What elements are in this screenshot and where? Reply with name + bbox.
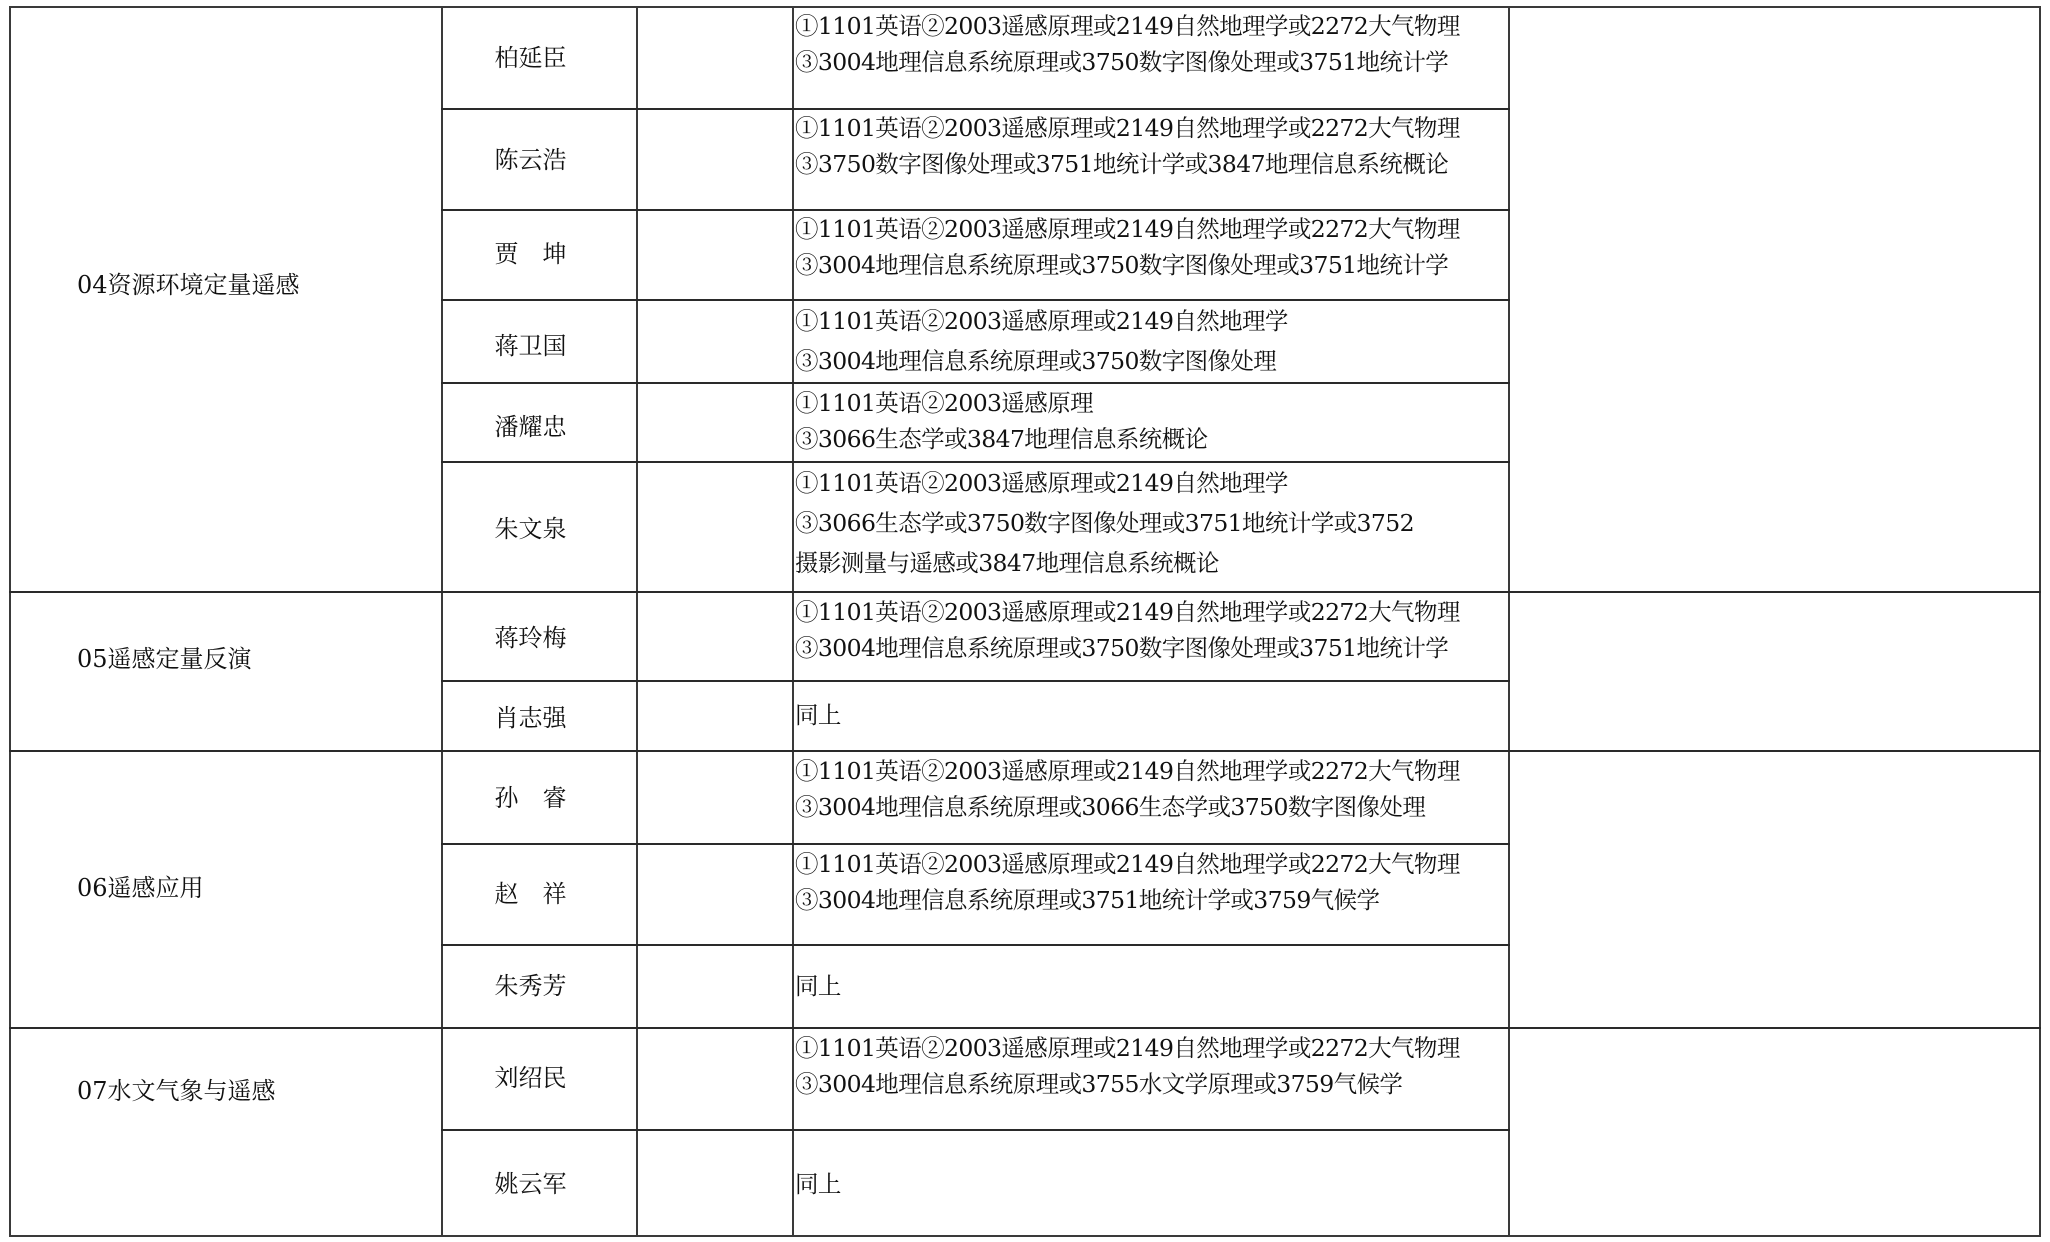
direction-label-06: 06遥感应用 (77, 874, 204, 902)
exam-subjects (795, 463, 1510, 583)
exam-subjects (795, 301, 1510, 381)
subjects-line: ①1101英语②2003遥感原理 (795, 389, 1094, 417)
subjects-line: ③3004地理信息系统原理或3750数字图像处理或3751地统计学 (795, 251, 1449, 279)
section-divider-06 (9, 750, 2041, 752)
direction-label-04: 04资源环境定量遥感 (77, 271, 300, 299)
subjects-line: ③3066生态学或3847地理信息系统概论 (795, 425, 1208, 453)
exam-subjects (795, 753, 1510, 825)
subjects-line: ③3004地理信息系统原理或3066生态学或3750数字图像处理 (795, 793, 1426, 821)
row-divider (441, 944, 1510, 946)
subjects-line: ③3004地理信息系统原理或3750数字图像处理或3751地统计学 (795, 634, 1449, 662)
section-divider-05 (9, 591, 2041, 593)
advisor-name: 刘绍民 (494, 1064, 567, 1092)
column-divider-1 (441, 6, 443, 1237)
advisor-name: 蒋玲梅 (494, 624, 567, 652)
row-divider (441, 680, 1510, 682)
row-divider (441, 382, 1510, 384)
exam-subjects (795, 968, 1510, 1004)
subjects-line: ③3004地理信息系统原理或3750数字图像处理 (795, 347, 1277, 375)
advisor-name: 朱秀芳 (494, 972, 567, 1000)
column-divider-2 (636, 6, 638, 1237)
subjects-line: ③3004地理信息系统原理或3750数字图像处理或3751地统计学 (795, 48, 1449, 76)
subjects-line: 同上 (795, 701, 841, 729)
direction-label-05: 05遥感定量反演 (77, 645, 252, 673)
subjects-line: 同上 (795, 972, 841, 1000)
exam-subjects (795, 8, 1510, 80)
subjects-line: 同上 (795, 1170, 841, 1198)
advisor-name: 姚云军 (494, 1170, 567, 1198)
subjects-line: ③3066生态学或3750数字图像处理或3751地统计学或3752 (795, 509, 1414, 537)
subjects-line: ①1101英语②2003遥感原理或2149自然地理学或2272大气物理 (795, 114, 1460, 142)
exam-subjects (795, 594, 1510, 666)
subjects-line: ①1101英语②2003遥感原理或2149自然地理学或2272大气物理 (795, 1034, 1460, 1062)
exam-subjects (795, 211, 1510, 283)
advisor-name: 孙 睿 (494, 784, 567, 812)
exam-subjects (795, 1030, 1510, 1102)
subjects-line: ①1101英语②2003遥感原理或2149自然地理学 (795, 469, 1288, 497)
subjects-line: ①1101英语②2003遥感原理或2149自然地理学或2272大气物理 (795, 598, 1460, 626)
column-divider-3 (792, 6, 794, 1237)
advisor-name: 肖志强 (494, 704, 567, 732)
advisor-name: 贾 坤 (494, 240, 567, 268)
subjects-line: ①1101英语②2003遥感原理或2149自然地理学或2272大气物理 (795, 757, 1460, 785)
subjects-line: ③3004地理信息系统原理或3755水文学原理或3759气候学 (795, 1070, 1403, 1098)
exam-subjects (795, 385, 1510, 457)
exam-subjects (795, 110, 1510, 182)
subjects-line: ①1101英语②2003遥感原理或2149自然地理学或2272大气物理 (795, 215, 1460, 243)
subjects-line: 摄影测量与遥感或3847地理信息系统概论 (795, 549, 1219, 577)
advisor-name: 陈云浩 (494, 146, 567, 174)
advisor-name: 朱文泉 (494, 515, 567, 543)
advisor-name: 赵 祥 (494, 880, 567, 908)
advisor-name: 柏延臣 (494, 44, 567, 72)
exam-subjects (795, 1166, 1510, 1202)
row-divider (441, 1129, 1510, 1131)
subjects-line: ①1101英语②2003遥感原理或2149自然地理学或2272大气物理 (795, 12, 1460, 40)
subjects-line: ①1101英语②2003遥感原理或2149自然地理学 (795, 307, 1288, 335)
direction-label-07: 07水文气象与遥感 (77, 1077, 276, 1105)
row-divider (441, 843, 1510, 845)
exam-subjects (795, 697, 1510, 733)
advisor-name: 蒋卫国 (494, 332, 567, 360)
subjects-line: ③3004地理信息系统原理或3751地统计学或3759气候学 (795, 886, 1380, 914)
exam-subjects (795, 846, 1510, 918)
advisor-name: 潘耀忠 (494, 413, 567, 441)
subjects-line: ①1101英语②2003遥感原理或2149自然地理学或2272大气物理 (795, 850, 1460, 878)
subjects-line: ③3750数字图像处理或3751地统计学或3847地理信息系统概论 (795, 150, 1449, 178)
section-divider-07 (9, 1027, 2041, 1029)
